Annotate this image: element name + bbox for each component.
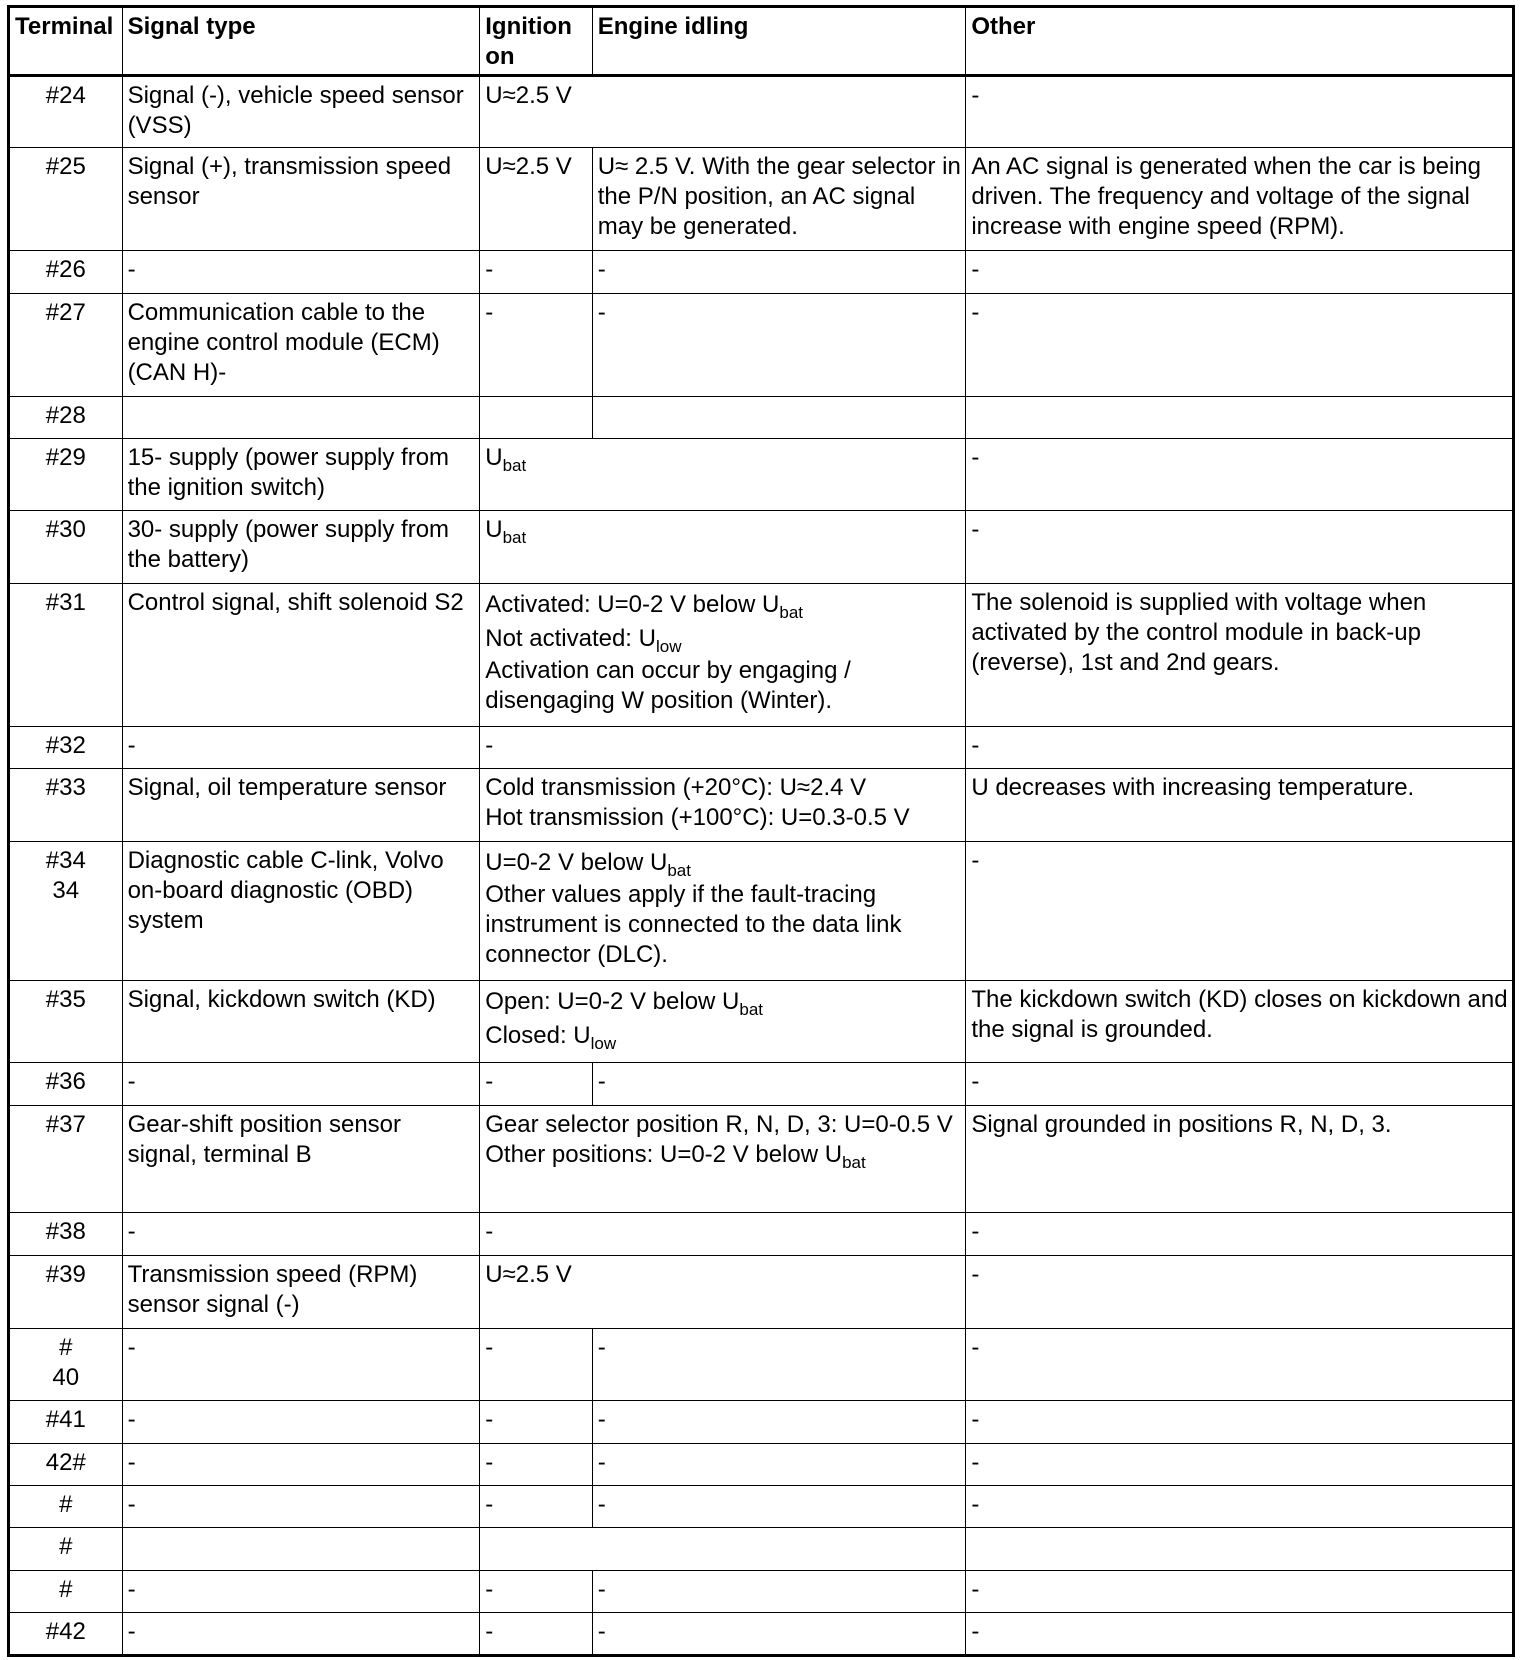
other-cell bbox=[966, 1528, 1514, 1570]
table-row bbox=[9, 1063, 1514, 1105]
ignition-cell: U≈2.5 V bbox=[480, 1255, 966, 1328]
gear-selector-line: Gear selector position R, N, D, 3: U=0-0.5 V bbox=[485, 1110, 953, 1138]
not-activated-subscript: low bbox=[655, 636, 682, 656]
idling-cell: U≈ 2.5 V. With the gear selector in the P/N position, an AC signal may be generated. bbox=[592, 148, 966, 251]
other-cell: - bbox=[966, 76, 1514, 148]
table-row bbox=[9, 1486, 1514, 1528]
signal-cell: Communication cable to the engine control module (ECM) (CAN H)- bbox=[122, 293, 480, 396]
table-row bbox=[9, 1213, 1514, 1255]
terminal-cell: #32 bbox=[9, 726, 123, 768]
cold-transmission-line: Cold transmission (+20°C): U≈2.4 V bbox=[485, 774, 867, 802]
idling-cell bbox=[592, 396, 966, 438]
activated-subscript: bat bbox=[779, 602, 804, 622]
table-row bbox=[9, 841, 1514, 980]
signal-cell: - bbox=[122, 1613, 480, 1656]
table-row bbox=[9, 1443, 1514, 1485]
ignition-cell: - bbox=[480, 293, 593, 396]
table-row bbox=[9, 1401, 1514, 1443]
terminal-cell: #30 bbox=[9, 511, 123, 583]
value-cell bbox=[480, 769, 966, 841]
other-cell: - bbox=[966, 1443, 1514, 1485]
table-row bbox=[9, 583, 1514, 726]
voltage-subscript: bat bbox=[502, 528, 527, 548]
voltage-subscript: bat bbox=[502, 456, 527, 476]
terminal-cell: # bbox=[9, 1528, 123, 1570]
terminal-cell: #42 bbox=[9, 1613, 123, 1656]
not-activated-text: Not activated: U bbox=[485, 624, 656, 652]
terminal-cell bbox=[9, 841, 123, 980]
value-cell bbox=[480, 583, 966, 726]
other-cell: - bbox=[966, 511, 1514, 583]
signal-cell: - bbox=[122, 1063, 480, 1105]
idling-cell: - bbox=[592, 1328, 966, 1400]
terminal-cell: #33 bbox=[9, 769, 123, 841]
signal-cell: Signal (+), transmission speed sensor bbox=[122, 148, 480, 251]
signal-cell: Signal (-), vehicle speed sensor (VSS) bbox=[122, 76, 480, 148]
signal-cell: - bbox=[122, 251, 480, 293]
value-cell bbox=[480, 439, 966, 511]
terminal-cell: 42# bbox=[9, 1443, 123, 1485]
terminal-cell: # bbox=[9, 1486, 123, 1528]
terminal-cell: #35 bbox=[9, 980, 123, 1063]
other-positions-subscript: bat bbox=[842, 1152, 866, 1172]
signal-cell: - bbox=[122, 1401, 480, 1443]
value-cell: - bbox=[480, 726, 966, 768]
closed-line bbox=[485, 1019, 961, 1053]
activation-note: Activation can occur by engaging / disengaging W position (Winter). bbox=[485, 656, 851, 714]
value-cell: - bbox=[480, 1213, 966, 1255]
other-cell: - bbox=[966, 1401, 1514, 1443]
signal-cell: - bbox=[122, 1570, 480, 1612]
idling-cell: - bbox=[592, 1063, 966, 1105]
other-cell bbox=[966, 396, 1514, 438]
other-cell: The kickdown switch (KD) closes on kickdown and the signal is grounded. bbox=[966, 980, 1514, 1063]
voltage-symbol: U bbox=[485, 516, 503, 544]
terminal-cell: #37 bbox=[9, 1105, 123, 1212]
terminal-cell: #26 bbox=[9, 251, 123, 293]
signal-cell: 30- supply (power supply from the battery) bbox=[122, 511, 480, 583]
activated-text: Activated: U=0-2 V below U bbox=[485, 590, 780, 618]
signal-cell: - bbox=[122, 1443, 480, 1485]
other-cell: - bbox=[966, 1486, 1514, 1528]
terminal-line: #34 bbox=[45, 846, 86, 874]
idling-cell: - bbox=[592, 1401, 966, 1443]
value-cell bbox=[480, 1528, 966, 1570]
open-line bbox=[485, 985, 961, 1019]
header-engine-idling: Engine idling bbox=[592, 7, 966, 76]
other-cell: - bbox=[966, 251, 1514, 293]
terminal-cell: # bbox=[9, 1570, 123, 1612]
ignition-cell: - bbox=[480, 1570, 593, 1612]
voltage-line bbox=[485, 846, 961, 880]
table-row bbox=[9, 769, 1514, 841]
ignition-cell: U≈2.5 V bbox=[480, 148, 593, 251]
not-activated-line bbox=[485, 622, 961, 656]
signal-cell: - bbox=[122, 726, 480, 768]
ignition-cell: - bbox=[480, 1063, 593, 1105]
table-row bbox=[9, 511, 1514, 583]
ignition-cell: - bbox=[480, 251, 593, 293]
value-cell bbox=[480, 1105, 966, 1212]
other-cell: U decreases with increasing temperature. bbox=[966, 769, 1514, 841]
other-positions-text: Other positions: U=0-2 V below U bbox=[485, 1140, 843, 1168]
terminal-cell: #41 bbox=[9, 1401, 123, 1443]
signal-cell: Diagnostic cable C-link, Volvo on-board diagnostic (OBD) system bbox=[122, 841, 480, 980]
ignition-cell: - bbox=[480, 1486, 593, 1528]
open-subscript: bat bbox=[739, 999, 764, 1019]
ignition-cell bbox=[480, 396, 593, 438]
table-row bbox=[9, 293, 1514, 396]
table-row bbox=[9, 396, 1514, 438]
header-row bbox=[9, 7, 1514, 76]
signal-cell bbox=[122, 1528, 480, 1570]
terminal-cell: #29 bbox=[9, 439, 123, 511]
voltage-subscript: bat bbox=[667, 860, 691, 880]
signal-cell: 15- supply (power supply from the ignition switch) bbox=[122, 439, 480, 511]
terminal-cell: #28 bbox=[9, 396, 123, 438]
table-row bbox=[9, 1255, 1514, 1328]
idling-cell: - bbox=[592, 1486, 966, 1528]
other-cell: Signal grounded in positions R, N, D, 3. bbox=[966, 1105, 1514, 1212]
terminal-line: 40 bbox=[52, 1363, 80, 1391]
terminal-cell: #27 bbox=[9, 293, 123, 396]
terminal-cell: #24 bbox=[9, 76, 123, 148]
signal-cell: Gear-shift position sensor signal, terminal B bbox=[122, 1105, 480, 1212]
other-cell: - bbox=[966, 1255, 1514, 1328]
terminal-cell bbox=[9, 1328, 123, 1400]
other-positions-line bbox=[485, 1140, 961, 1170]
idling-cell: - bbox=[592, 251, 966, 293]
note-line: Other values apply if the fault-tracing instrument is connected to the data link connector (DLC). bbox=[485, 880, 902, 968]
terminal-cell: #36 bbox=[9, 1063, 123, 1105]
value-cell bbox=[480, 511, 966, 583]
table-row bbox=[9, 251, 1514, 293]
other-cell: - bbox=[966, 1570, 1514, 1612]
table-row bbox=[9, 1613, 1514, 1656]
signal-cell: - bbox=[122, 1213, 480, 1255]
signal-cell bbox=[122, 396, 480, 438]
other-cell: - bbox=[966, 1213, 1514, 1255]
signal-cell: Transmission speed (RPM) sensor signal (-) bbox=[122, 1255, 480, 1328]
table-row bbox=[9, 148, 1514, 251]
idling-cell: - bbox=[592, 293, 966, 396]
other-cell: The solenoid is supplied with voltage when activated by the control module in back-up (reverse), 1st and 2nd gears. bbox=[966, 583, 1514, 726]
signal-cell: Control signal, shift solenoid S2 bbox=[122, 583, 480, 726]
table-row bbox=[9, 980, 1514, 1063]
table-row bbox=[9, 1528, 1514, 1570]
other-cell: - bbox=[966, 1613, 1514, 1656]
voltage-text: U=0-2 V below U bbox=[485, 848, 668, 876]
table-row bbox=[9, 76, 1514, 148]
open-text: Open: U=0-2 V below U bbox=[485, 987, 740, 1015]
other-cell: - bbox=[966, 841, 1514, 980]
value-cell bbox=[480, 841, 966, 980]
terminal-cell: #38 bbox=[9, 1213, 123, 1255]
ignition-cell: - bbox=[480, 1328, 593, 1400]
signal-cell: - bbox=[122, 1328, 480, 1400]
hot-transmission-line: Hot transmission (+100°C): U=0.3-0.5 V bbox=[485, 804, 910, 832]
terminal-signal-table bbox=[7, 5, 1515, 1657]
table-row bbox=[9, 439, 1514, 511]
other-cell: - bbox=[966, 726, 1514, 768]
voltage-symbol: U bbox=[485, 444, 503, 472]
table-row bbox=[9, 1328, 1514, 1400]
terminal-cell: #39 bbox=[9, 1255, 123, 1328]
idling-cell: - bbox=[592, 1570, 966, 1612]
signal-cell: Signal, kickdown switch (KD) bbox=[122, 980, 480, 1063]
header-ignition-on: Ignition on bbox=[480, 7, 593, 76]
ignition-cell: - bbox=[480, 1401, 593, 1443]
closed-subscript: low bbox=[590, 1033, 617, 1053]
signal-cell: Signal, oil temperature sensor bbox=[122, 769, 480, 841]
ignition-cell: - bbox=[480, 1613, 593, 1656]
other-cell: - bbox=[966, 439, 1514, 511]
terminal-line: 34 bbox=[52, 876, 80, 904]
ignition-cell: - bbox=[480, 1443, 593, 1485]
header-terminal: Terminal bbox=[9, 7, 123, 76]
other-cell: - bbox=[966, 1063, 1514, 1105]
terminal-cell: #31 bbox=[9, 583, 123, 726]
table-row bbox=[9, 1105, 1514, 1212]
closed-text: Closed: U bbox=[485, 1021, 591, 1049]
header-other: Other bbox=[966, 7, 1514, 76]
idling-cell: - bbox=[592, 1443, 966, 1485]
table-row bbox=[9, 1570, 1514, 1612]
other-cell: - bbox=[966, 1328, 1514, 1400]
signal-cell: - bbox=[122, 1486, 480, 1528]
value-cell bbox=[480, 980, 966, 1063]
activated-line bbox=[485, 588, 961, 622]
table-row bbox=[9, 726, 1514, 768]
terminal-line: # bbox=[59, 1333, 73, 1361]
terminal-cell: #25 bbox=[9, 148, 123, 251]
ignition-cell: U≈2.5 V bbox=[480, 76, 966, 148]
header-signal-type: Signal type bbox=[122, 7, 480, 76]
idling-cell: - bbox=[592, 1613, 966, 1656]
other-cell: - bbox=[966, 293, 1514, 396]
other-cell: An AC signal is generated when the car is being driven. The frequency and voltage of the signal increase with engine speed (RPM). bbox=[966, 148, 1514, 251]
